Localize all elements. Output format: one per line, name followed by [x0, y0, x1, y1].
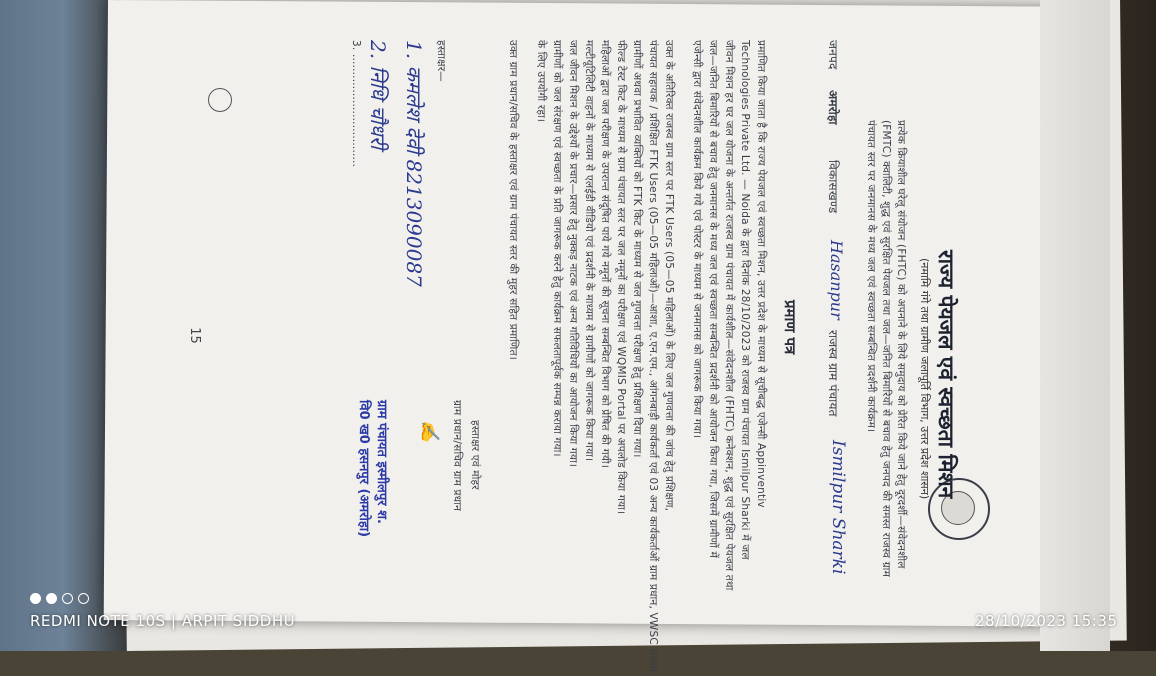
body-line: जीवन मिशन हर घर जल योजना के अन्तर्गत राजस्व ग्राम पंचायत में कार्यशील—संवेदनशील (FHTC) कनेक्शन, शुद्ध एवं सुरक्षित पेयजल तथा: [723, 40, 735, 591]
body-line: फील्ड टेस्ट किट के माध्यम से ग्राम पंचायत स्तर पर जल नमूनों का परीक्षण एवं WQMIS Portal पर अपलोड किया गया।: [615, 40, 627, 515]
panchayat-stamp-line: वि0 ख0 हसनपुर (अमरोहा): [356, 400, 371, 538]
witness-2-handwritten: 2. निधि चौधरी: [366, 40, 390, 150]
body-line: जल—जनित बिमारियों से बचाव हेतु जनमानस के मध्य जल एवं स्वच्छता सम्बन्धित प्रदर्शनी को आयोजन किया गया, जिसमें ग्रामीणों में: [707, 40, 719, 559]
witness-3-blank: 3. ................................: [350, 40, 362, 168]
panchayat-stamp-line: ग्राम पंचायत इस्मीलपुर श.: [374, 400, 389, 524]
block-handwritten: Hasanpur: [827, 240, 846, 320]
body-line: महिलाओं द्वारा जल परीक्षण के उपरान्त संदूषित पाये गये नमूनों की सूचना सम्बन्धित विभाग को प्रेषित की गयी।: [599, 40, 611, 469]
sign-block-line: ग्राम प्रधान/सचिव ग्राम प्रधान: [451, 400, 463, 512]
witness-1-handwritten: 1. कमलेश देवी 8213090087: [402, 40, 426, 287]
dot-icon: [46, 593, 57, 604]
body-line: पंचायत सहायक / प्रशिक्षित FTK Users (05—05 महिलाओं)—आशा, ए.एन.एम., आंगनबाड़ी कार्यकर्ता एवं 03 अन्य कार्यकर्ताओं ग्राम प्रधान, VWSC सदस्य,: [647, 40, 659, 676]
page-number: 15: [186, 327, 202, 344]
body-line: Technologies Private Ltd. — Noida के द्वारा दिनांक 28/10/2023 को राजस्व ग्राम पंचायत Ismilpur Sharki में जल: [739, 40, 751, 560]
body-line: ग्रामीणों को जल संरक्षण एवं स्वच्छता के प्रति जागरूक करने हेतु कार्यक्रम सफलतापूर्वक सम्पन्न कराया गया।: [551, 40, 563, 457]
district-value: अमरोहा: [826, 90, 840, 125]
dot-icon: [78, 593, 89, 604]
certificate-heading: प्रमाण पत्र: [781, 300, 799, 355]
district-label: जनपद: [826, 40, 840, 70]
body-line: जल जीवन मिशन के उद्देश्यों के प्रचार—प्रसार हेतु नुक्कड़ नाटक एवं अन्य गतिविधियों का आयोजन किया गया।: [567, 40, 579, 468]
witness-label: हस्ताक्षर—: [435, 40, 447, 82]
panchayat-handwritten: Ismilpur Sharki: [828, 440, 848, 575]
timestamp-watermark: 28/10/2023 15:35: [975, 612, 1118, 630]
body-line: मल्टीयूटिलिटी वाहनों के माध्यम से एलईडी वीडियो एवं प्रदर्शनी के माध्यम से ग्रामीणों को जागरूक किया गया।: [583, 40, 595, 462]
body-line: प्रमाणित किया जाता है कि राज्य पेयजल एवं स्वच्छता मिशन, उत्तर प्रदेश के माध्यम से सूचीबद्ध एजेन्सी Appinventiv: [755, 40, 767, 508]
header-paragraph: प्रत्येक क्रियाशील घरेलू संयोजन (FHTC) को अपनाने के लिये समुदाय को प्रेरित किये जाने हेतु दूरदर्शी—संवेदनशील (FMTC) क्वालिटी, शुद्ध एवं सुरक्षित पेयजल तथा जल—जनित बिमारियों से बचाव हेतु जनपद की समस्त राजस्व ग्राम पंचायत स्तर पर जनमानस के मध्य जल एवं स्वच्छता सम्बन्धित प्रदर्शनी कार्यक्रम।: [865, 120, 907, 578]
device-watermark: REDMI NOTE 10S | ARPIT SIDDHU: [30, 612, 296, 630]
dot-icon: [62, 593, 73, 604]
block-label: विकासखण्ड: [826, 160, 840, 214]
emblem-small-icon: [208, 88, 232, 112]
paper-stack-edge: [1040, 0, 1110, 651]
footer-note: उक्त ग्राम प्रधान/सचिव के हस्ताक्षर एवं ग्राम पंचायत स्तर की मुहर सहित प्रमाणित।: [507, 40, 519, 360]
body-line: के लिए उपयोगी रहा।: [535, 40, 547, 123]
document-subtitle: (नमामि गंगे तथा ग्रामीण जलापूर्ति विभाग, उत्तर प्रदेश शासन): [918, 258, 931, 500]
body-line: उक्त के अतिरिक्त राजस्व ग्राम स्तर पर FTK Users (05—05 महिलाओं) के लिए जल गुणवत्ता की जांच हेतु प्रशिक्षण,: [663, 40, 675, 512]
body-line: ग्रामीणों अथवा प्रभावित व्यक्तियों को FTK किट के माध्यम से जल गुणवत्ता परीक्षण हेतु प्रशिक्षण दिया गया।: [631, 40, 643, 458]
mode-dots: [30, 589, 94, 608]
dot-icon: [30, 593, 41, 604]
sarpanch-signature: ✍: [419, 420, 440, 443]
document-title: राज्य पेयजल एवं स्वच्छता मिशन: [934, 250, 958, 499]
body-line: एजेन्सी द्वारा संवेदनशील कार्यक्रम किये गये एवं पोस्टर के माध्यम से जनमानस को जागरूक किया गया।: [691, 40, 703, 439]
sign-block-line: हस्ताक्षर एवं मोहर: [469, 420, 481, 490]
panchayat-label: राजस्व ग्राम पंचायत: [826, 330, 840, 417]
